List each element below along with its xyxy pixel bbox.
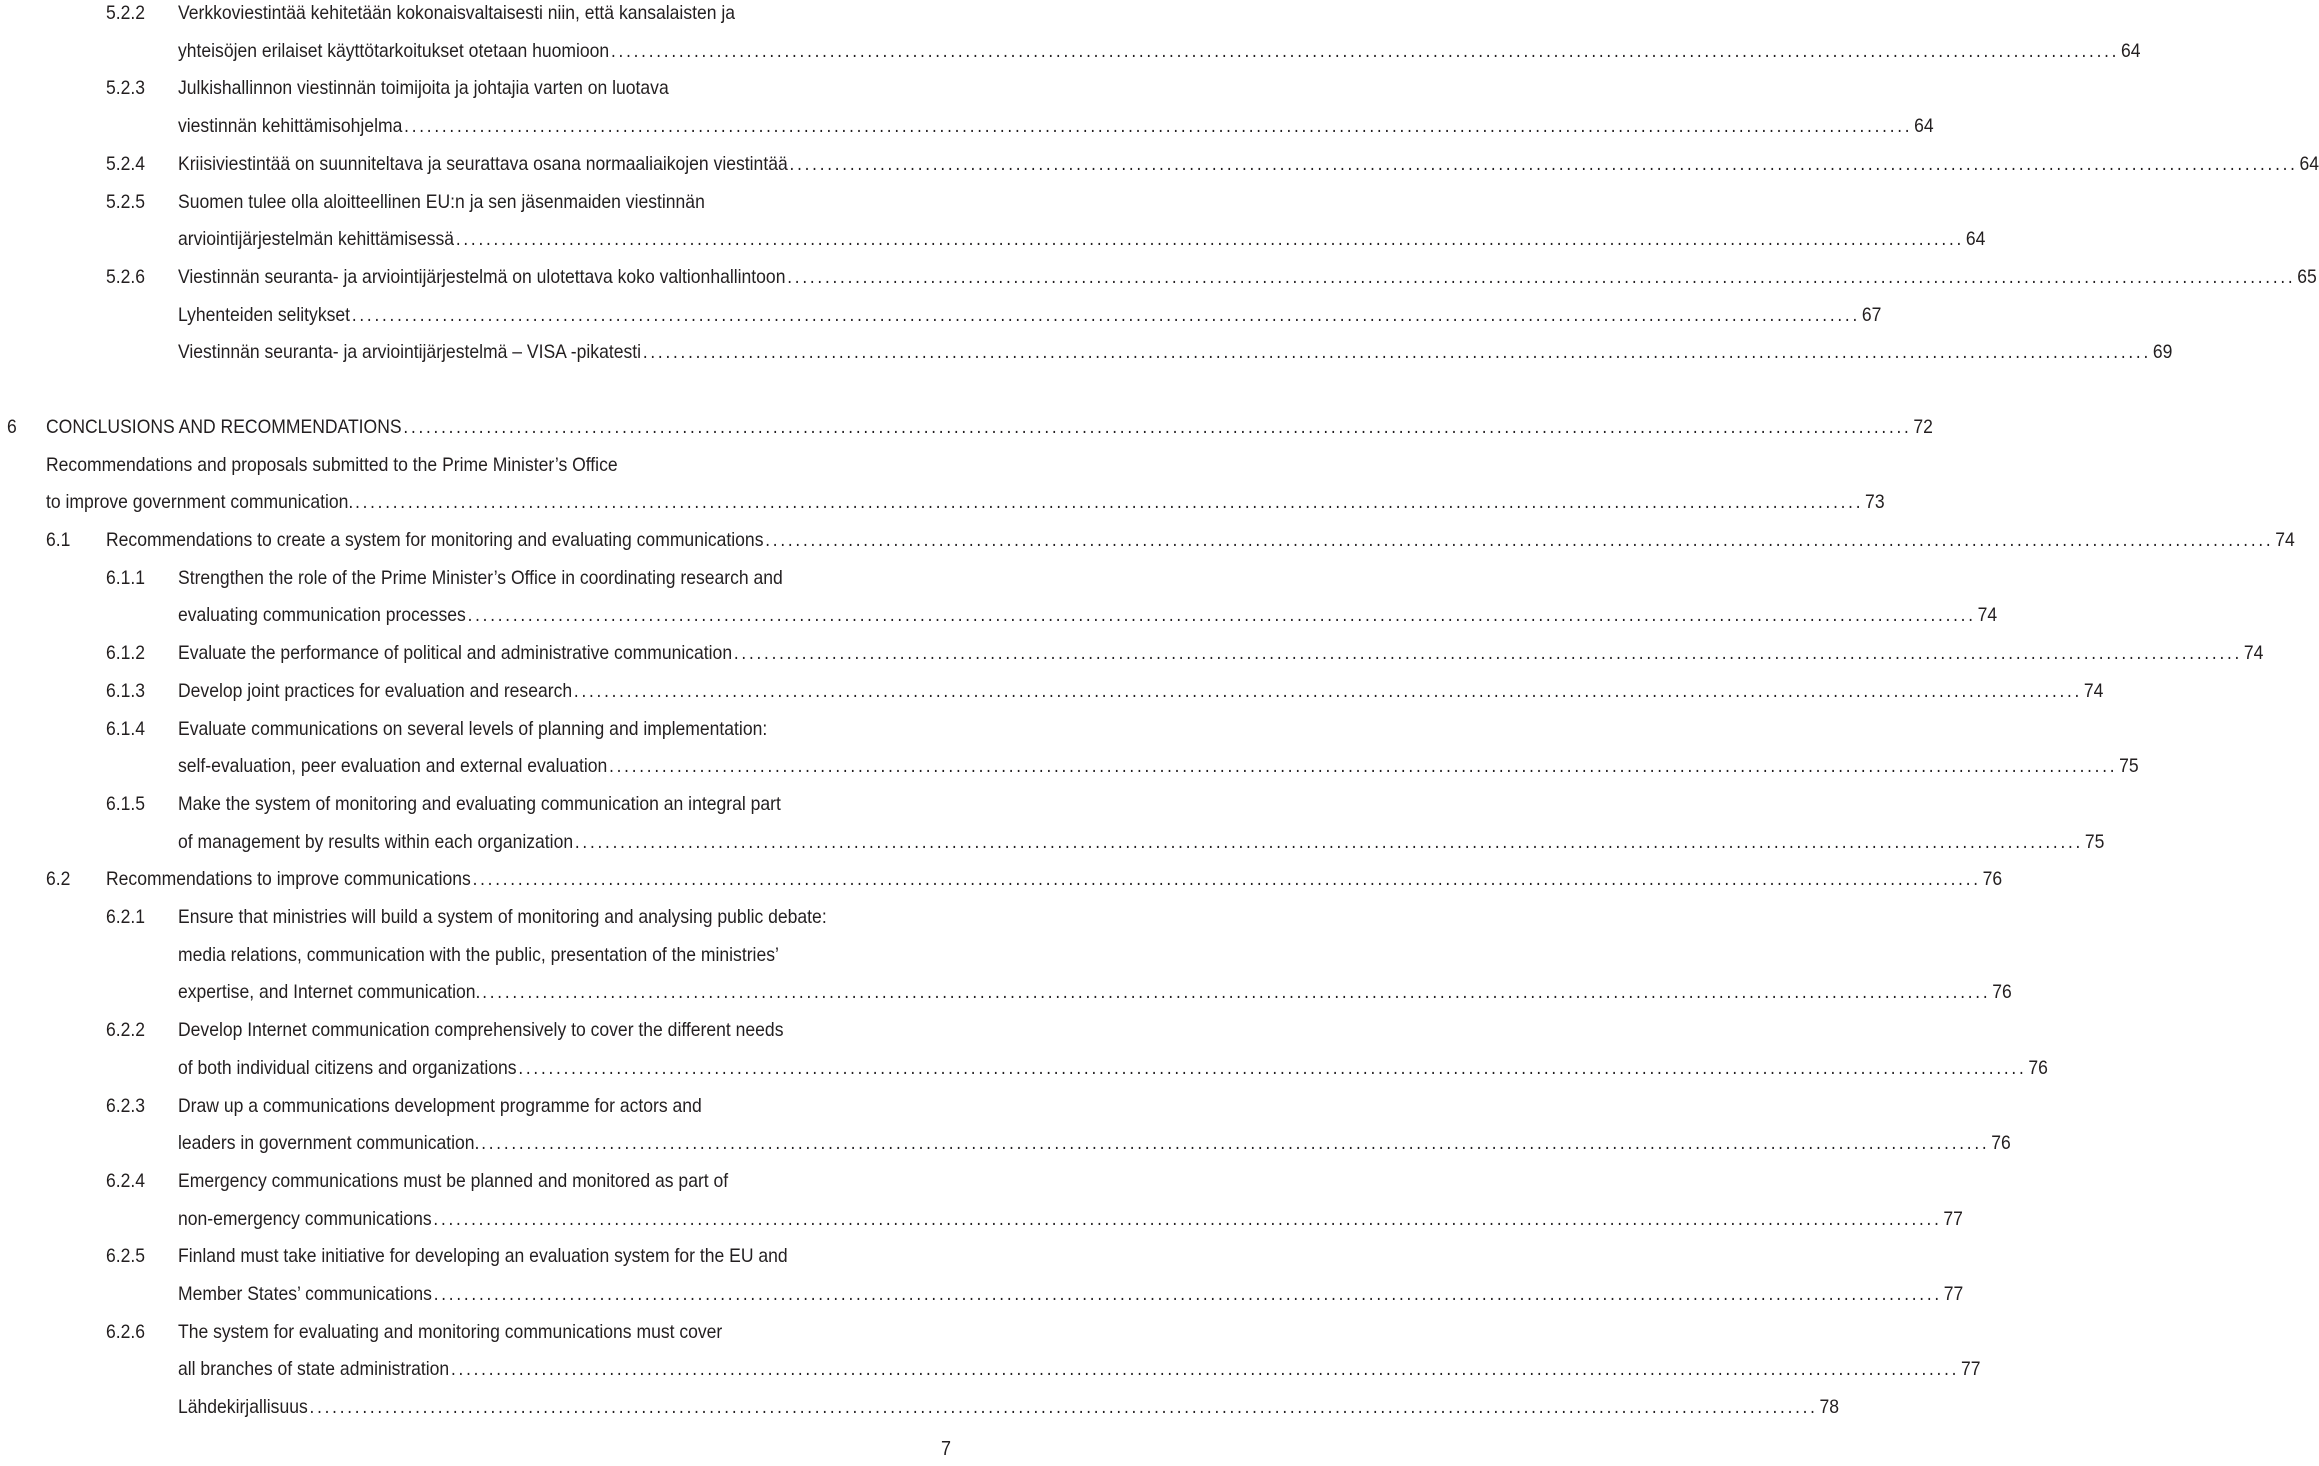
toc-entry-page: 78 xyxy=(1819,1396,1840,1419)
toc-entry-number: 6.2.1 xyxy=(105,906,146,929)
toc-entry-number: 5.2.4 xyxy=(105,152,146,175)
toc-entry-number: 6.1.3 xyxy=(105,679,146,702)
dot-leader: ........................................................................................................................................................................................................ xyxy=(433,1284,1942,1306)
toc-entry-title: yhteisöjen erilaiset käyttötarkoitukset otetaan huomioon xyxy=(177,39,610,62)
toc-entry-title: of both individual citizens and organizations xyxy=(177,1056,517,1079)
toc-entry-title: Kriisiviestintää on suunniteltava ja seurattava osana normaaliaikojen viestintää xyxy=(177,152,788,175)
toc-entry-number: 5.2.3 xyxy=(105,77,146,100)
toc-entry-title: Evaluate communications on several levels of planning and implementation: xyxy=(177,717,768,740)
toc-entry-title: viestinnän kehittämisohjelma xyxy=(177,115,403,138)
toc-entry-page: 73 xyxy=(1865,491,1885,514)
dot-leader: ........................................................................................................................................................................................................ xyxy=(574,831,2084,853)
dot-leader: ........................................................................................................................................................................................................ xyxy=(467,605,1976,627)
toc-entry-number: 6.2.3 xyxy=(105,1094,146,1117)
dot-leader: ........................................................................................................................................................................................................ xyxy=(351,304,1861,326)
dot-leader: ........................................................................................................................................................................................................ xyxy=(733,643,2243,665)
toc-entry-page: 77 xyxy=(1960,1358,1981,1381)
toc-entry-page: 65 xyxy=(2297,265,2317,288)
toc-entry-page: 75 xyxy=(2084,830,2105,853)
toc-entry-number: 6.1.4 xyxy=(105,717,146,740)
dot-leader: ........................................................................................................................................................................................................ xyxy=(472,869,1981,891)
toc-entry-page: 64 xyxy=(2120,39,2141,62)
toc-entry-number: 6.2.5 xyxy=(105,1245,146,1268)
toc-entry-title: Develop Internet communication comprehensively to cover the different needs xyxy=(177,1019,784,1042)
toc-entry-number: 6.1.5 xyxy=(105,793,146,815)
toc-entry-title: Ensure that ministries will build a system of monitoring and analysing public debate: xyxy=(177,906,827,929)
toc-entry-page: 76 xyxy=(1982,868,2003,891)
toc-entry-page: 64 xyxy=(2299,152,2319,175)
toc-entry-title: Recommendations and proposals submitted to the Prime Minister’s Office xyxy=(45,453,618,476)
dot-leader: ........................................................................................................................................................................................................ xyxy=(355,492,1864,514)
toc-entry-page: 69 xyxy=(2152,341,2173,364)
toc-entry-title: The system for evaluating and monitoring communications must cover xyxy=(177,1320,723,1343)
toc-entry-title: Viestinnän seuranta- ja arviointijärjestelmä on ulotettava koko valtionhallintoon xyxy=(177,265,786,288)
toc-entry-title: Finland must take initiative for developing an evaluation system for the EU and xyxy=(177,1245,788,1268)
toc-entry-number: 5.2.2 xyxy=(105,2,146,24)
toc-entry-title: Viestinnän seuranta- ja arviointijärjestelmä – VISA -pikatesti xyxy=(177,341,642,364)
toc-entry-title: all branches of state administration xyxy=(177,1358,450,1381)
dot-leader: ........................................................................................................................................................................................................ xyxy=(482,982,1991,1004)
toc-entry-title: Recommendations to create a system for monitoring and evaluating communications xyxy=(105,529,764,552)
toc-entry-title: Verkkoviestintää kehitetään kokonaisvaltaisesti niin, että kansalaisten ja xyxy=(177,2,736,24)
toc-entry-page: 64 xyxy=(1965,228,1986,251)
dot-leader: ........................................................................................................................................................................................................ xyxy=(609,756,2118,778)
dot-leader: ........................................................................................................................................................................................................ xyxy=(404,116,1913,138)
toc-entry-number: 6.1.1 xyxy=(105,566,146,589)
toc-entry-page: 76 xyxy=(1991,1132,2011,1155)
toc-entry-number: 5.2.5 xyxy=(105,190,146,213)
toc-entry-title: Develop joint practices for evaluation and research xyxy=(177,679,573,702)
dot-leader: ........................................................................................................................................................................................................ xyxy=(450,1359,1960,1381)
toc-entry-page: 74 xyxy=(2083,679,2104,702)
toc-entry-page: 74 xyxy=(2275,529,2295,552)
toc-entry-number: 6.2.6 xyxy=(105,1320,146,1343)
toc-entry-page: 74 xyxy=(1977,604,1998,627)
toc-entry-title: Recommendations to improve communications xyxy=(105,868,471,891)
toc-entry-title: CONCLUSIONS AND RECOMMENDATIONS xyxy=(45,416,402,438)
toc-entry-page: 74 xyxy=(2243,642,2264,665)
toc-entry-number: 6.2.4 xyxy=(105,1170,146,1192)
toc-entry-title: Suomen tulee olla aloitteellinen EU:n ja sen jäsenmaiden viestinnän xyxy=(177,190,705,213)
dot-leader: ........................................................................................................................................................................................................ xyxy=(481,1133,1990,1155)
toc-entry-page: 77 xyxy=(1943,1207,1963,1230)
toc-entry-title: self-evaluation, peer evaluation and external evaluation xyxy=(177,755,608,778)
toc-entry-number: 6 xyxy=(6,416,17,438)
toc-entry-title: media relations, communication with the public, presentation of the ministries’ xyxy=(177,943,779,966)
toc-entry-title: Member States’ communications xyxy=(177,1283,432,1306)
toc-entry-page: 67 xyxy=(1861,303,1882,326)
page-number: 7 xyxy=(941,1438,952,1460)
dot-leader: ........................................................................................................................................................................................................ xyxy=(455,229,1965,251)
toc-entry-number: 6.1 xyxy=(45,529,71,552)
toc-entry-title: leaders in government communication. xyxy=(177,1132,480,1155)
dot-leader: ........................................................................................................................................................................................................ xyxy=(787,266,2296,288)
dot-leader: ........................................................................................................................................................................................................ xyxy=(433,1208,1942,1230)
dot-leader: ........................................................................................................................................................................................................ xyxy=(573,680,2083,702)
dot-leader: ........................................................................................................................................................................................................ xyxy=(789,153,2298,175)
toc-entry-title: Julkishallinnon viestinnän toimijoita ja johtajia varten on luotava xyxy=(177,77,669,100)
dot-leader: ........................................................................................................................................................................................................ xyxy=(518,1057,2027,1079)
dot-leader: ........................................................................................................................................................................................................ xyxy=(403,417,1912,438)
toc-entry-title: non-emergency communications xyxy=(177,1207,432,1230)
toc-entry-title: Lyhenteiden selitykset xyxy=(177,303,351,326)
toc-entry-number: 6.2 xyxy=(45,868,71,891)
toc-entry-page: 64 xyxy=(1914,115,1934,138)
toc-entry-number: 6.2.2 xyxy=(105,1019,146,1042)
toc-entry-title: Lähdekirjallisuus xyxy=(177,1396,308,1419)
toc-entry-title: Draw up a communications development programme for actors and xyxy=(177,1094,702,1117)
dot-leader: ........................................................................................................................................................................................................ xyxy=(309,1397,1818,1419)
toc-entry-title: evaluating communication processes xyxy=(177,604,466,627)
toc-entry-page: 76 xyxy=(2028,1056,2048,1079)
toc-entry-number: 6.1.2 xyxy=(105,642,146,665)
toc-entry-page: 77 xyxy=(1943,1283,1964,1306)
toc-entry-title: Evaluate the performance of political and administrative communication xyxy=(177,642,733,665)
toc-entry-title: Emergency communications must be planned and monitored as part of xyxy=(177,1170,729,1192)
dot-leader: ........................................................................................................................................................................................................ xyxy=(611,40,2120,62)
toc-entry-title: arviointijärjestelmän kehittämisessä xyxy=(177,228,455,251)
toc-entry-title: of management by results within each organization xyxy=(177,830,574,853)
toc-entry-page: 75 xyxy=(2119,755,2139,778)
dot-leader: ........................................................................................................................................................................................................ xyxy=(765,530,2274,552)
toc-entry-number: 5.2.6 xyxy=(105,265,146,288)
toc-entry-page: 72 xyxy=(1913,416,1933,438)
dot-leader: ........................................................................................................................................................................................................ xyxy=(642,342,2152,364)
toc-entry-title: Make the system of monitoring and evaluating communication an integral part xyxy=(177,793,781,815)
toc-entry-title: to improve government communication. xyxy=(45,491,354,514)
toc-entry-page: 76 xyxy=(1992,981,2012,1004)
toc-entry-title: expertise, and Internet communication. xyxy=(177,981,481,1004)
toc-entry-title: Strengthen the role of the Prime Minister’s Office in coordinating research and xyxy=(177,566,783,589)
